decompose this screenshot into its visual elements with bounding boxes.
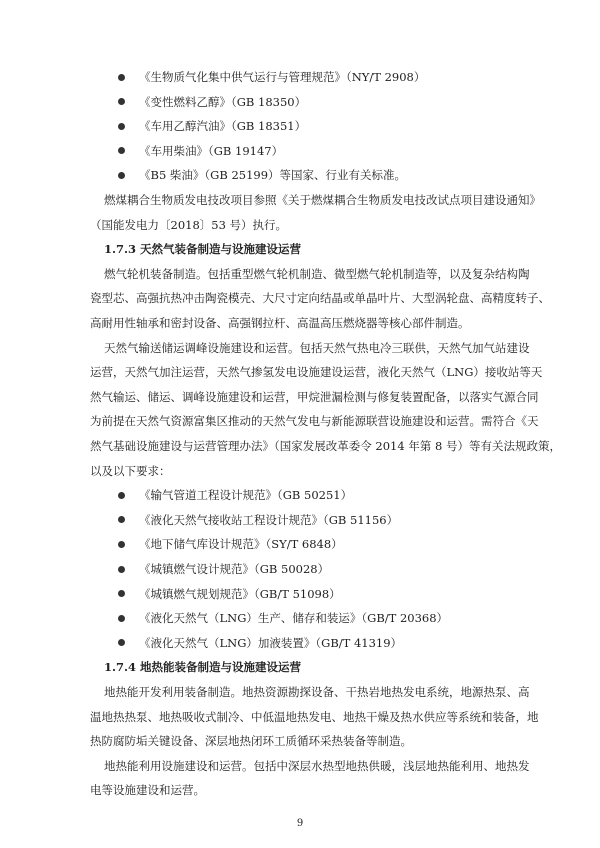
list-item-text: 《城镇燃气规划规范》（GB/T 51098） — [139, 586, 341, 601]
list-item-text: 《液化天然气接收站工程设计规范》（GB 51156） — [139, 512, 399, 527]
paragraph-line: 瓷型芯、高强抗热冲击陶瓷模壳、大尺寸定向结晶或单晶叶片、大型涡轮盘、高精度转子、 — [90, 291, 550, 306]
list-item — [118, 485, 352, 505]
paragraph-line: 运营，天然气加注运营，天然气掺氢发电设施建设运营，液化天然气（LNG）接收站等天 — [90, 365, 543, 380]
list-item — [118, 165, 406, 185]
list-item — [118, 67, 425, 87]
bullet-icon — [118, 172, 125, 179]
bullet-icon — [118, 516, 125, 523]
paragraph-line: 为前提在天然气资源富集区推动的天然气发电与新能源联营设施建设和运营。需符合《天 — [90, 414, 539, 429]
bullet-icon — [118, 123, 125, 130]
paragraph-line: 以及以下要求： — [90, 463, 171, 478]
list-item — [118, 510, 398, 530]
paragraph-line: 地热能开发利用装备制造。地热资源勘探设备、干热岩地热发电系统，地源热泵、高 — [104, 685, 530, 699]
list-item — [118, 116, 306, 136]
paragraph-line: 然气输运、储运、调峰设施建设和运营，甲烷泄漏检测与修复装置配备，以落实气源合同 — [90, 389, 539, 404]
paragraph-line: 燃煤耦合生物质发电技改项目参照《关于燃煤耦合生物质发电技改试点项目建设通知》 — [104, 193, 541, 207]
list-item-text: 《B5 柴油》（GB 25199）等国家、行业有关标准。 — [139, 168, 407, 183]
bullet-icon — [118, 98, 125, 105]
list-item-text: 《车用柴油》（GB 19147） — [139, 143, 284, 158]
list-item-text: 《地下储气库设计规范》（SY/T 6848） — [139, 537, 343, 552]
bullet-icon — [118, 74, 125, 81]
bullet-icon — [118, 615, 125, 622]
page-number: 9 — [296, 818, 304, 829]
list-item-text: 《液化天然气（LNG）加液装置》（GB/T 41319） — [139, 635, 403, 650]
list-item-text: 《变性燃料乙醇》（GB 18350） — [139, 94, 307, 109]
list-item-text: 《生物质气化集中供气运行与管理规范》（NY/T 2908） — [139, 70, 426, 84]
paragraph-line: 天然气输送储运调峰设施建设和运营。包括天然气热电冷三联供，天然气加气站建设 — [104, 340, 530, 355]
section-heading: 1.7.4 地热能装备制造与设施建设运营 — [104, 660, 302, 675]
paragraph-line: 然气基础设施建设与运营管理办法》（国家发展改革委令 2014 年第 8 号）等有关法规政策， — [90, 439, 561, 453]
list-item-text: 《车用乙醇汽油》（GB 18351） — [139, 119, 307, 134]
list-item — [118, 559, 329, 579]
bullet-icon — [118, 590, 125, 597]
bullet-icon — [118, 147, 125, 154]
list-item — [118, 141, 283, 161]
paragraph-line: 热防腐防垢关键设备、深层地热闭环工质循环采热装备等制造。 — [90, 734, 412, 749]
bullet-icon — [118, 566, 125, 573]
list-item-text: 《输气管道工程设计规范》（GB 50251） — [139, 488, 353, 503]
list-item — [118, 534, 343, 554]
bullet-icon — [118, 541, 125, 548]
list-item — [118, 633, 402, 653]
paragraph-line: 地热能利用设施建设和运营。包括中深层水热型地热供暖，浅层地热能利用、地热发 — [104, 758, 530, 773]
paragraph-line: （国能发电力〔2018〕53 号）执行。 — [90, 217, 288, 232]
bullet-icon — [118, 639, 125, 646]
list-item — [118, 608, 448, 628]
list-item — [118, 92, 306, 112]
paragraph-line: 电等设施建设和运营。 — [90, 783, 205, 798]
paragraph-line: 温地热热泵、地热吸收式制冷、中低温地热发电、地热干燥及热水供应等系统和装备，地 — [90, 709, 539, 724]
list-item — [118, 584, 341, 604]
paragraph-line: 高耐用性轴承和密封设备、高强钢拉杆、高温高压燃烧器等核心部件制造。 — [90, 316, 470, 330]
bullet-icon — [118, 492, 125, 499]
section-heading: 1.7.3 天然气装备制造与设施建设运营 — [104, 242, 302, 257]
list-item-text: 《液化天然气（LNG）生产、储存和装运》（GB/T 20368） — [139, 611, 449, 626]
paragraph-line: 燃气轮机装备制造。包括重型燃气轮机制造、微型燃气轮机制造等，以及复杂结构陶 — [104, 266, 530, 281]
list-item-text: 《城镇燃气设计规范》（GB 50028） — [139, 562, 330, 576]
